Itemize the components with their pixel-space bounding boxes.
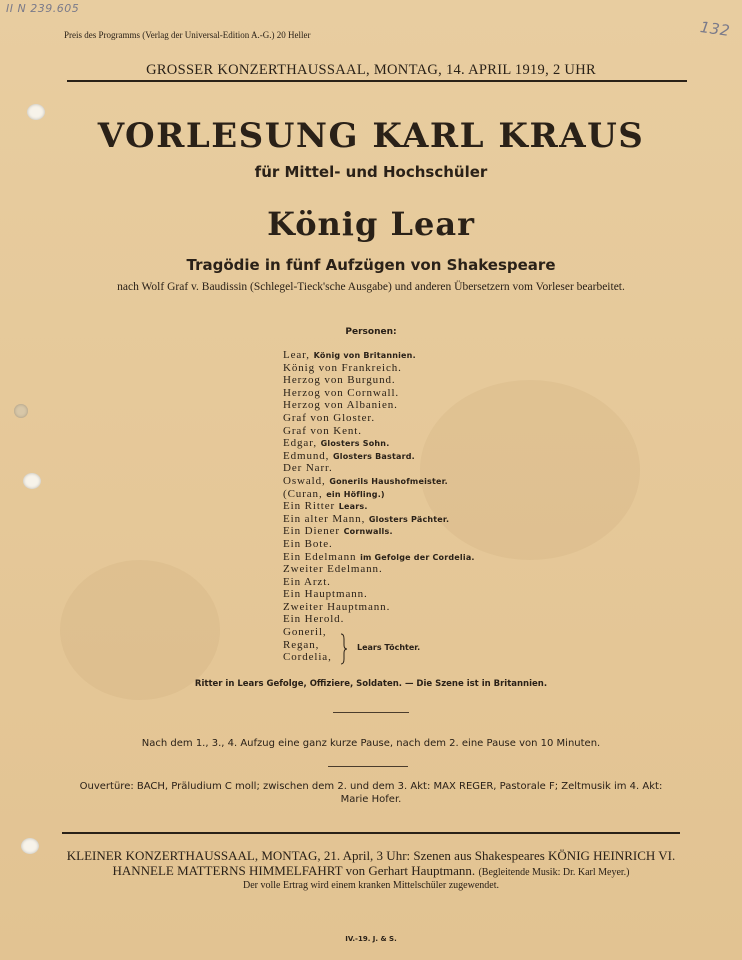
cast-entry [283,450,475,463]
cast-name: Goneril, [283,626,327,639]
daughters-brace [340,633,348,665]
cast-entry [283,349,475,362]
printer-mark: IV.-19. J. & S. [345,935,397,943]
cast-entry [283,475,475,488]
cast-name: Der Narr. [283,462,333,475]
cast-entry [283,488,475,501]
cast-name: Ein alter Mann, [283,512,366,525]
cast-entry [283,551,475,564]
cast-entry [283,399,475,412]
cast-name: Ein Hauptmann. [283,588,368,601]
cast-description: König von Britannien. [313,351,416,360]
music-note-line: Marie Hofer. [340,794,402,805]
cast-description: Cornwalls. [343,527,393,537]
cast-entry [283,374,475,387]
price-note: Preis des Programms (Verlag der Universal-Edition A.-G.) 20 Heller [64,30,311,40]
cast-entry [283,513,475,526]
cast-description: ein Höfling.) [326,489,385,499]
cast-entry [283,412,475,425]
footer-rule [62,832,680,834]
pause-note: Nach dem 1., 3., 4. Aufzug eine ganz kurze Pause, nach dem 2. eine Pause von 10 Minuten. [141,738,601,749]
cast-name: Ein Arzt. [283,575,331,588]
next-event-line [40,863,702,879]
cast-entry [283,626,475,639]
scene-note: Ritter in Lears Gefolge, Offiziere, Soldaten. — Die Szene ist in Britannien. [194,679,548,689]
cast-description: Lears. [338,502,368,512]
next-event-music-credit: (Begleitende Musik: Dr. Karl Meyer.) [478,867,630,878]
event-subtitle: für Mittel- und Hochschüler [254,163,488,181]
music-note [70,780,672,806]
punch-hole [14,404,28,418]
venue-date-line: GROSSER KONZERTHAUSSAAL, MONTAG, 14. APRIL 1919, 2 UHR [146,62,596,78]
cast-description: Gonerils Haushofmeister. [329,476,448,486]
cast-name: Ein Ritter [283,500,336,513]
cast-entry [283,613,475,626]
next-event-title: HANNELE MATTERNS HIMMELFAHRT von Gerhart Hauptmann. [112,863,476,878]
punch-hole [23,473,41,489]
cast-entry [283,425,475,438]
cast-entry [283,500,475,513]
translation-note: nach Wolf Graf v. Baudissin (Schlegel-Tieck'sche Ausgabe) und anderen Übersetzern vom Vorleser bearbeitet. [117,281,625,293]
cast-name: Graf von Kent. [283,424,362,437]
divider [328,766,408,767]
cast-name: Edmund, [283,449,330,462]
cast-name: Herzog von Cornwall. [283,386,400,399]
cast-name: Graf von Gloster. [283,411,375,424]
cast-name: Regan, [283,638,320,651]
next-event-line: KLEINER KONZERTHAUSSAAL, MONTAG, 21. April, 3 Uhr: Szenen aus Shakespeares KÖNIG HEINRICH VI. [66,848,676,863]
cast-entry [283,538,475,551]
cast-entry [283,651,475,664]
cast-name: (Curan, [283,487,323,500]
cast-description: Glosters Pächter. [368,514,450,524]
cast-entry [283,601,475,614]
cast-entry [283,387,475,400]
cast-name: Ein Edelmann [283,550,357,563]
punch-hole [21,838,39,854]
proceeds-note: Der volle Ertrag wird einem kranken Mittelschüler zugewendet. [242,880,499,891]
cast-list [283,349,475,664]
cast-entry [283,588,475,601]
header-rule [67,80,687,82]
archive-pencil-note: II N 239.605 [6,2,80,15]
cast-name: Edgar, [283,437,317,450]
cast-description: im Gefolge der Cordelia. [360,552,475,562]
daughters-label: Lears Töchter. [357,643,421,652]
cast-name: Cordelia, [283,651,332,664]
cast-entry [283,563,475,576]
cast-name: Zweiter Edelmann. [283,563,383,576]
cast-name: Ein Diener [283,525,340,538]
cast-name: Ein Herold. [283,613,345,626]
cast-name: Oswald, [283,474,326,487]
cast-entry [283,362,475,375]
cast-entry [283,462,475,475]
cast-name: Herzog von Albanien. [283,399,398,412]
cast-description: Glosters Bastard. [332,451,415,461]
divider [333,712,409,713]
music-note-line: Ouvertüre: BACH, Präludium C moll; zwischen dem 2. und dem 3. Akt: MAX REGER, Pastorale F; Zeltmusik im 4. Akt: [79,781,663,792]
cast-name: Zweiter Hauptmann. [283,600,391,613]
cast-name: König von Frankreich. [283,361,402,374]
event-title: VORLESUNG KARL KRAUS [97,116,645,156]
cast-name: Ein Bote. [283,537,333,550]
personen-heading: Personen: [345,327,397,337]
cast-description: Glosters Sohn. [320,439,390,449]
cast-name: Lear, [283,349,310,361]
cast-name: Herzog von Burgund. [283,374,396,387]
page-number-pencil-note: 132 [698,17,732,41]
cast-entry [283,525,475,538]
play-title: König Lear [267,205,475,243]
cast-entry [283,576,475,589]
play-genre: Tragödie in fünf Aufzügen von Shakespeare [186,256,556,274]
cast-entry [283,437,475,450]
